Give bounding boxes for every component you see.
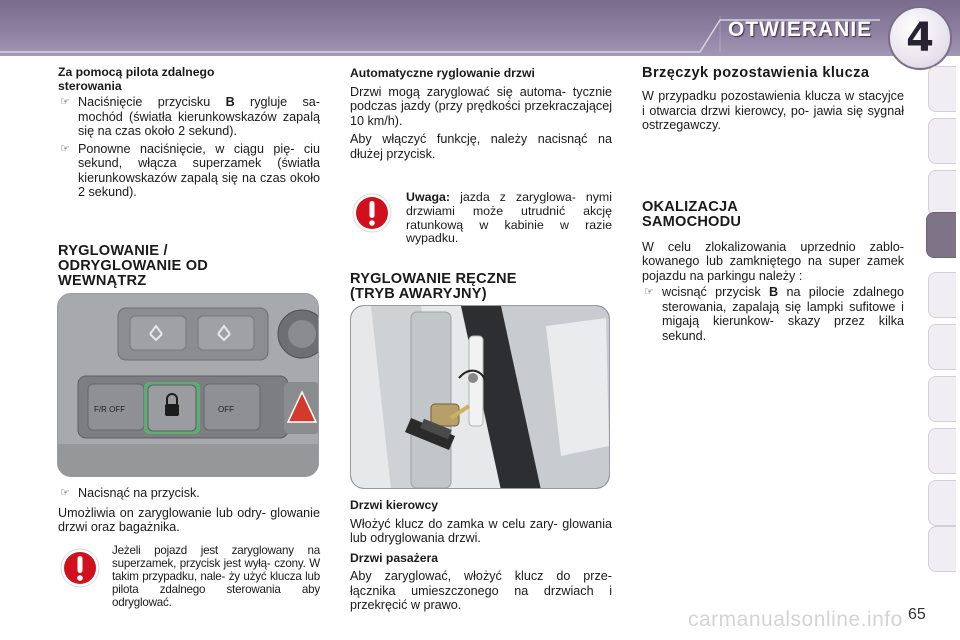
chapter-header xyxy=(0,0,960,56)
bullet-hand-icon: ☞ xyxy=(60,96,70,108)
chapter-tab[interactable] xyxy=(928,170,956,216)
chapter-tab[interactable] xyxy=(928,324,956,370)
lock-heading: RYGLOWANIE / ODRYGLOWANIE OD WEWNĄTRZ xyxy=(58,242,209,289)
bullet-hand-icon: ☞ xyxy=(60,142,70,155)
chapter-tab[interactable] xyxy=(928,272,956,318)
chapter-title: OTWIERANIE xyxy=(728,18,873,41)
chapter-tab[interactable] xyxy=(928,66,956,112)
door-lock-photo xyxy=(350,305,610,489)
passenger-door-heading: Drzwi pasażera xyxy=(350,550,439,565)
press-description: Umożliwia on zaryglowanie lub odry- glowanie drzwi oraz bagażnika. xyxy=(58,505,320,534)
panel-label-left: F/R OFF xyxy=(94,405,126,414)
auto-lock-text-1: Drzwi mogą zaryglować się automa- tycznie podczas jazdy (przy prędkości przekraczającej 10 km/h). xyxy=(350,84,612,128)
auto-lock-heading: Automatyczne ryglowanie drzwi xyxy=(350,66,535,80)
chapter-tab[interactable] xyxy=(928,526,956,572)
bullet-hand-icon: ☞ xyxy=(60,487,70,499)
locate-vehicle-heading: OKALIZACJA SAMOCHODU xyxy=(642,198,742,230)
dashboard-panel-illustration xyxy=(58,294,319,477)
warning-label: Uwaga: xyxy=(406,190,451,204)
chapter-tab[interactable] xyxy=(928,480,956,526)
auto-lock-text-2: Aby włączyć funkcję, należy nacisnąć na dłużej przycisk. xyxy=(350,132,612,161)
chapter-number-badge: 4 xyxy=(888,6,952,70)
door-lock-illustration xyxy=(351,306,610,489)
warning-exclamation-icon xyxy=(60,548,100,588)
chapter-tab[interactable] xyxy=(928,428,956,474)
superlock-note: Jeżeli pojazd jest zaryglowany na superzamek, przycisk jest wyłą- czony. W takim przypadku, nale- ży użyć klucza lub pilota zdalnego sterowania aby odryglować. xyxy=(58,544,320,610)
bullet-hand-icon: ☞ xyxy=(644,286,654,298)
locate-vehicle-bullet: ☞ wcisnąć przycisk B na pilocie zdalnego sterowania, zapalają się lampki sufitowe i migają kierunkow- skazy przez kilka sekund. xyxy=(644,285,904,343)
locate-vehicle-text: W celu zlokalizowania uprzednio zablo- kowanego lub zamkniętego na super zamek pojazdu na parkingu należy : xyxy=(642,239,904,283)
driver-door-heading: Drzwi kierowcy xyxy=(350,498,439,512)
driving-warning: Uwaga: jazda z zaryglowa- nymi drzwiami może utrudnić akcję ratunkową w kabinie w razie wypadku. xyxy=(350,191,612,246)
chapter-tab-active[interactable] xyxy=(926,212,956,258)
panel-label-right: OFF xyxy=(218,405,234,414)
column-left-lower xyxy=(58,486,320,610)
warning-exclamation-icon xyxy=(352,193,392,233)
remote-heading: Za pomocą pilota zdalnego sterowania xyxy=(58,65,215,93)
key-b: B xyxy=(225,95,235,109)
remote-bullet-1-text: rygluje sa- mochód (światła kierunkowskazów zapalą się na czas około 2 sekund). xyxy=(78,95,320,138)
page-number: 65 xyxy=(908,606,926,623)
remote-bullet-2: ☞ Ponowne naciśnięcie, w ciągu pię- ciu sekund, włącza superzamek (światła kierunkowskazów zapalą się na czas około 2 sekund). xyxy=(60,141,320,199)
column-right xyxy=(642,66,904,343)
chapter-tabs xyxy=(928,66,956,572)
key-b: B xyxy=(768,285,779,299)
press-bullet: ☞ Nacisnąć na przycisk. xyxy=(60,486,200,500)
driver-door-text: Włożyć klucz do zamka w celu zary- glowania lub odryglowania drzwi. xyxy=(350,516,612,545)
manual-lock-heading: RYGLOWANIE RĘCZNE (TRYB AWARYJNY) xyxy=(350,271,517,303)
watermark: carmanualsonline.info xyxy=(688,608,903,631)
column-middle xyxy=(350,66,612,302)
remote-bullet-1: ☞ Naciśnięcie przycisku B rygluje sa- mochód (światła kierunkowskazów zapalą się na czas około 2 sekund). xyxy=(60,95,320,138)
column-middle-lower xyxy=(350,498,612,613)
dashboard-button-photo xyxy=(57,293,319,477)
chapter-tab[interactable] xyxy=(928,376,956,422)
key-buzzer-text: W przypadku pozostawienia klucza w stacyjce i otwarcia drzwi kierowcy, po- jawia się sygnał ostrzegawczy. xyxy=(642,89,904,132)
chapter-tab[interactable] xyxy=(928,118,956,164)
passenger-door-text: Aby zaryglować, włożyć klucz do prze- łącznika umieszczonego na drzwiach i przekręcić w prawo. xyxy=(350,569,612,612)
key-buzzer-heading: Brzęczyk pozostawienia klucza xyxy=(642,65,870,81)
column-left xyxy=(58,66,320,289)
